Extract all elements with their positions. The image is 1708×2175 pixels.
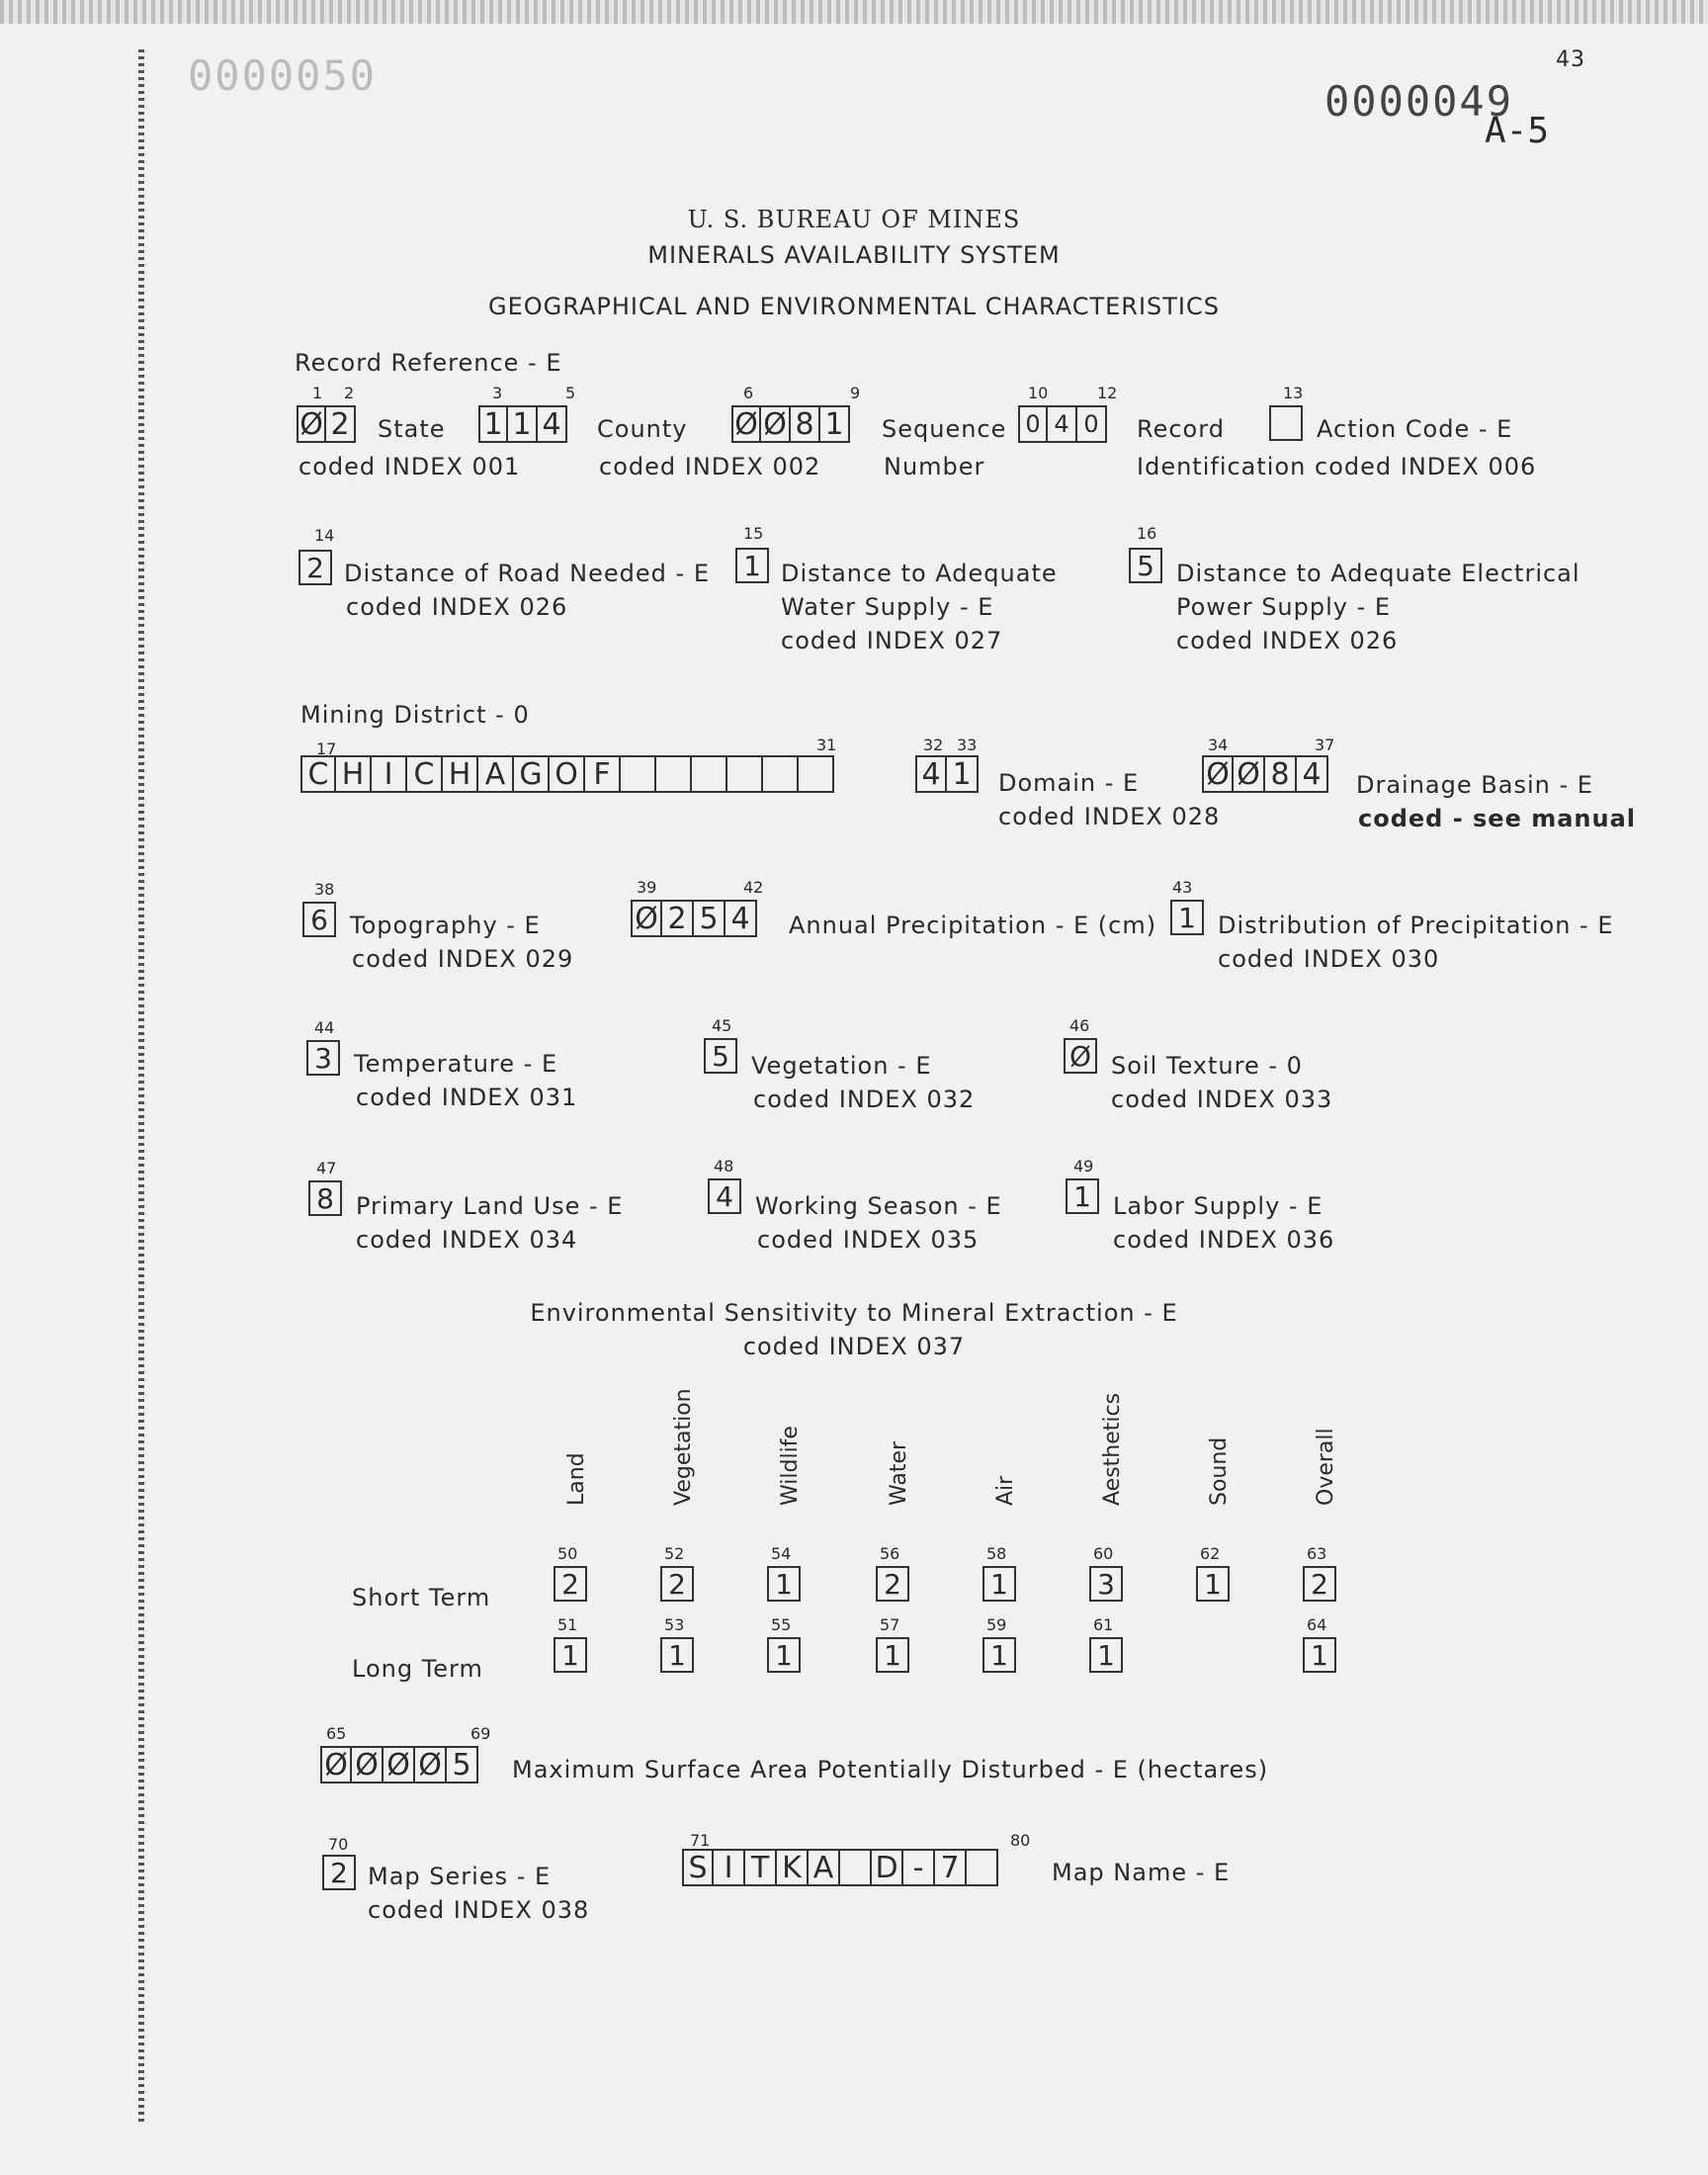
- long-term-col-number: 55: [771, 1615, 792, 1634]
- county-field[interactable]: [478, 405, 567, 443]
- drainage-field[interactable]: [1202, 755, 1328, 793]
- short-term-value-box[interactable]: 1: [1196, 1566, 1230, 1602]
- domain-col-end: 33: [957, 736, 978, 754]
- long-term-col-number: 64: [1307, 1615, 1327, 1634]
- domain-field[interactable]: [915, 755, 979, 793]
- long-term-value-box[interactable]: 1: [876, 1637, 909, 1673]
- working-season-label: Working Season - E: [755, 1192, 1002, 1220]
- district-char-9: F: [585, 755, 621, 793]
- sensitivity-col-header: Sound: [1207, 1436, 1232, 1506]
- short-term-col-number: 56: [880, 1544, 900, 1563]
- sensitivity-col-header: Vegetation: [671, 1388, 696, 1506]
- labor-box[interactable]: 1: [1066, 1178, 1099, 1214]
- surface-char-2: Ø: [352, 1746, 384, 1784]
- short-term-col-number: 63: [1307, 1544, 1327, 1563]
- district-char-7: G: [514, 755, 550, 793]
- vegetation-coded: coded INDEX 032: [753, 1086, 976, 1113]
- domain-char-1: 4: [915, 755, 947, 793]
- action-coded: coded INDEX 006: [1315, 453, 1537, 480]
- labor-label: Labor Supply - E: [1113, 1192, 1324, 1220]
- map-name-char-5: A: [809, 1849, 840, 1886]
- long-term-value-box[interactable]: 1: [1303, 1637, 1336, 1673]
- map-name-char-9: 7: [935, 1849, 967, 1886]
- state-coded: coded INDEX 001: [299, 453, 521, 480]
- map-name-col-end: 80: [1010, 1831, 1031, 1850]
- long-term-label: Long Term: [352, 1655, 483, 1683]
- vegetation-box[interactable]: 5: [704, 1038, 737, 1074]
- sequence-char-2: Ø: [761, 405, 791, 443]
- precipitation-label: Annual Precipitation - E (cm): [789, 912, 1157, 939]
- water-label-2: Water Supply - E: [781, 593, 994, 621]
- mining-district-heading: Mining District - 0: [300, 701, 530, 729]
- county-label: County: [597, 415, 688, 443]
- page-number: 43: [1556, 47, 1585, 72]
- state-field[interactable]: [297, 405, 356, 443]
- temperature-coded: coded INDEX 031: [356, 1084, 578, 1111]
- drainage-coded: coded - see manual: [1358, 805, 1637, 832]
- surface-char-4: Ø: [415, 1746, 447, 1784]
- short-term-value-box[interactable]: 3: [1089, 1566, 1123, 1602]
- soil-col: 46: [1069, 1016, 1090, 1035]
- long-term-col-number: 59: [986, 1615, 1007, 1634]
- short-term-label: Short Term: [352, 1584, 491, 1611]
- precip-char-2: 2: [662, 900, 694, 937]
- scan-top-edge: [0, 0, 1708, 24]
- sequence-char-3: 8: [791, 405, 820, 443]
- drainage-col-end: 37: [1315, 736, 1335, 754]
- map-name-char-8: -: [903, 1849, 935, 1886]
- county-coded: coded INDEX 002: [599, 453, 821, 480]
- sequence-field[interactable]: [731, 405, 850, 443]
- drainage-char-2: Ø: [1234, 755, 1265, 793]
- district-char-15: [799, 755, 834, 793]
- sensitivity-heading: Environmental Sensitivity to Mineral Extraction - E: [530, 1299, 1178, 1327]
- water-box[interactable]: 1: [735, 548, 769, 583]
- record-id-char-3: 0: [1077, 405, 1107, 443]
- long-term-value-box[interactable]: 1: [554, 1637, 587, 1673]
- sensitivity-coded: coded INDEX 037: [742, 1333, 966, 1360]
- district-char-12: [692, 755, 727, 793]
- district-char-8: O: [550, 755, 585, 793]
- map-series-col: 70: [328, 1835, 349, 1854]
- short-term-value-box[interactable]: 2: [1303, 1566, 1336, 1602]
- road-box[interactable]: 2: [299, 550, 332, 585]
- water-coded: coded INDEX 027: [781, 627, 1003, 654]
- scan-left-edge: [138, 49, 144, 2126]
- sensitivity-col-header: Land: [564, 1452, 589, 1506]
- short-term-col-number: 52: [664, 1544, 685, 1563]
- vegetation-col: 45: [712, 1016, 732, 1035]
- sequence-col-start: 6: [743, 384, 754, 402]
- surface-area-label: Maximum Surface Area Potentially Disturbed - E (hectares): [512, 1756, 1269, 1784]
- power-label: Distance to Adequate Electrical: [1176, 560, 1580, 587]
- domain-char-2: 1: [947, 755, 979, 793]
- map-series-coded: coded INDEX 038: [368, 1896, 590, 1924]
- labor-coded: coded INDEX 036: [1113, 1226, 1335, 1254]
- soil-coded: coded INDEX 033: [1111, 1086, 1333, 1113]
- sequence-char-1: Ø: [731, 405, 761, 443]
- surface-col-start: 65: [326, 1724, 347, 1743]
- state-label: State: [378, 415, 446, 443]
- surface-area-field[interactable]: [320, 1746, 478, 1784]
- precipitation-field[interactable]: [631, 900, 757, 937]
- long-term-value-box[interactable]: 1: [660, 1637, 694, 1673]
- temperature-col: 44: [314, 1018, 335, 1037]
- precip-char-4: 4: [726, 900, 757, 937]
- map-name-field[interactable]: [682, 1849, 998, 1886]
- sequence-col-end: 9: [850, 384, 861, 402]
- drainage-col-start: 34: [1208, 736, 1229, 754]
- topography-col: 38: [314, 880, 335, 899]
- faint-stamp-number: 0000050: [188, 51, 378, 100]
- precip-col-start: 39: [637, 878, 657, 897]
- short-term-col-number: 50: [557, 1544, 578, 1563]
- surface-col-end: 69: [470, 1724, 491, 1743]
- temperature-label: Temperature - E: [354, 1050, 558, 1078]
- sequence-label: Sequence: [882, 415, 1007, 443]
- record-id-col-start: 10: [1028, 384, 1049, 402]
- domain-label: Domain - E: [998, 769, 1140, 797]
- temperature-box[interactable]: 3: [306, 1040, 340, 1076]
- long-term-col-number: 53: [664, 1615, 685, 1634]
- vegetation-label: Vegetation - E: [751, 1052, 932, 1080]
- precip-col-end: 42: [743, 878, 764, 897]
- state-char-1: Ø: [297, 405, 326, 443]
- distribution-coded: coded INDEX 030: [1218, 945, 1440, 973]
- record-id-label: Record: [1137, 415, 1225, 443]
- district-char-6: A: [478, 755, 514, 793]
- title-line-1: U. S. BUREAU OF MINES: [687, 206, 1021, 233]
- map-series-label: Map Series - E: [368, 1863, 552, 1890]
- surface-char-1: Ø: [320, 1746, 352, 1784]
- precip-char-1: Ø: [631, 900, 662, 937]
- water-label: Distance to Adequate: [781, 560, 1058, 587]
- distribution-box[interactable]: 1: [1170, 900, 1204, 935]
- soil-box[interactable]: Ø: [1064, 1038, 1097, 1074]
- mining-district-field[interactable]: [300, 755, 834, 793]
- district-char-1: C: [300, 755, 336, 793]
- title-line-2: MINERALS AVAILABILITY SYSTEM: [647, 241, 1061, 269]
- short-term-value-box[interactable]: 2: [660, 1566, 694, 1602]
- working-season-box[interactable]: 4: [708, 1178, 741, 1214]
- road-coded: coded INDEX 026: [346, 593, 568, 621]
- action-label: Action Code - E: [1317, 415, 1513, 443]
- power-coded: coded INDEX 026: [1176, 627, 1399, 654]
- action-col: 13: [1283, 384, 1304, 402]
- surface-char-3: Ø: [384, 1746, 415, 1784]
- county-col-start: 3: [492, 384, 503, 402]
- district-char-2: H: [336, 755, 372, 793]
- district-char-11: [656, 755, 692, 793]
- power-box[interactable]: 5: [1129, 548, 1162, 583]
- sensitivity-col-header: Wildlife: [778, 1426, 803, 1506]
- state-col-end: 2: [344, 384, 355, 402]
- drainage-char-3: 8: [1265, 755, 1297, 793]
- district-char-13: [727, 755, 763, 793]
- short-term-col-number: 54: [771, 1544, 792, 1563]
- short-term-col-number: 60: [1093, 1544, 1114, 1563]
- map-name-char-7: D: [872, 1849, 903, 1886]
- short-term-value-box[interactable]: 2: [554, 1566, 587, 1602]
- sequence-char-4: 1: [820, 405, 850, 443]
- topography-box[interactable]: 6: [302, 902, 336, 937]
- map-series-box[interactable]: 2: [322, 1855, 356, 1890]
- map-name-col-start: 71: [690, 1831, 711, 1850]
- action-code-box[interactable]: [1269, 405, 1303, 441]
- long-term-value-box[interactable]: 1: [982, 1637, 1016, 1673]
- district-char-14: [763, 755, 799, 793]
- record-id-char-1: 0: [1018, 405, 1048, 443]
- state-col-start: 1: [312, 384, 323, 402]
- domain-coded: coded INDEX 028: [998, 803, 1221, 830]
- long-term-value-box[interactable]: 1: [767, 1637, 801, 1673]
- distribution-label: Distribution of Precipitation - E: [1218, 912, 1614, 939]
- short-term-value-box[interactable]: 1: [767, 1566, 801, 1602]
- short-term-col-number: 58: [986, 1544, 1007, 1563]
- drainage-char-4: 4: [1297, 755, 1328, 793]
- long-term-col-number: 61: [1093, 1615, 1114, 1634]
- district-char-4: C: [407, 755, 443, 793]
- state-char-2: 2: [326, 405, 356, 443]
- drainage-char-1: Ø: [1202, 755, 1234, 793]
- road-label: Distance of Road Needed - E: [344, 560, 710, 587]
- labor-col: 49: [1073, 1157, 1094, 1175]
- drainage-label: Drainage Basin - E: [1356, 771, 1593, 799]
- working-season-col: 48: [714, 1157, 734, 1175]
- land-use-col: 47: [316, 1159, 337, 1177]
- county-char-1: 1: [478, 405, 508, 443]
- precip-char-3: 5: [694, 900, 726, 937]
- long-term-col-number: 51: [557, 1615, 578, 1634]
- map-name-char-2: I: [714, 1849, 745, 1886]
- district-char-5: H: [443, 755, 478, 793]
- short-term-value-box[interactable]: 1: [982, 1566, 1016, 1602]
- map-name-char-3: T: [745, 1849, 777, 1886]
- long-term-value-box[interactable]: 1: [1089, 1637, 1123, 1673]
- record-id-field[interactable]: [1018, 405, 1107, 443]
- county-char-3: 4: [538, 405, 567, 443]
- sensitivity-col-header: Aesthetics: [1100, 1392, 1125, 1506]
- domain-col-start: 32: [923, 736, 944, 754]
- short-term-col-number: 62: [1200, 1544, 1221, 1563]
- district-col-start: 17: [316, 740, 337, 758]
- record-reference-heading: Record Reference - E: [295, 349, 562, 377]
- land-use-coded: coded INDEX 034: [356, 1226, 578, 1254]
- sensitivity-col-header: Water: [887, 1440, 911, 1506]
- power-label-2: Power Supply - E: [1176, 593, 1392, 621]
- distribution-col: 43: [1172, 878, 1193, 897]
- district-col-end: 31: [816, 736, 837, 754]
- county-col-end: 5: [565, 384, 576, 402]
- county-char-2: 1: [508, 405, 538, 443]
- record-id-char-2: 4: [1048, 405, 1077, 443]
- map-name-char-6: [840, 1849, 872, 1886]
- stamp-number: 0000049: [1324, 77, 1514, 126]
- map-name-char-1: S: [682, 1849, 714, 1886]
- working-season-coded: coded INDEX 035: [757, 1226, 980, 1254]
- map-name-char-10: [967, 1849, 998, 1886]
- road-col: 14: [314, 526, 335, 545]
- map-name-label: Map Name - E: [1052, 1859, 1231, 1886]
- record-id-label-2: Identification: [1137, 453, 1307, 480]
- title-line-3: GEOGRAPHICAL AND ENVIRONMENTAL CHARACTERISTICS: [487, 293, 1221, 320]
- power-col: 16: [1137, 524, 1157, 543]
- record-id-col-end: 12: [1097, 384, 1118, 402]
- sensitivity-col-header: Air: [993, 1475, 1018, 1506]
- water-col: 15: [743, 524, 764, 543]
- topography-label: Topography - E: [350, 912, 541, 939]
- short-term-value-box[interactable]: 2: [876, 1566, 909, 1602]
- map-name-char-4: K: [777, 1849, 809, 1886]
- land-use-box[interactable]: 8: [308, 1180, 342, 1216]
- land-use-label: Primary Land Use - E: [356, 1192, 624, 1220]
- topography-coded: coded INDEX 029: [352, 945, 574, 973]
- district-char-3: I: [372, 755, 407, 793]
- surface-char-5: 5: [447, 1746, 478, 1784]
- appendix-label: A-5: [1485, 111, 1550, 151]
- sensitivity-col-header: Overall: [1314, 1428, 1338, 1506]
- soil-label: Soil Texture - 0: [1111, 1052, 1303, 1080]
- long-term-col-number: 57: [880, 1615, 900, 1634]
- district-char-10: [621, 755, 656, 793]
- sequence-label-2: Number: [884, 453, 985, 480]
